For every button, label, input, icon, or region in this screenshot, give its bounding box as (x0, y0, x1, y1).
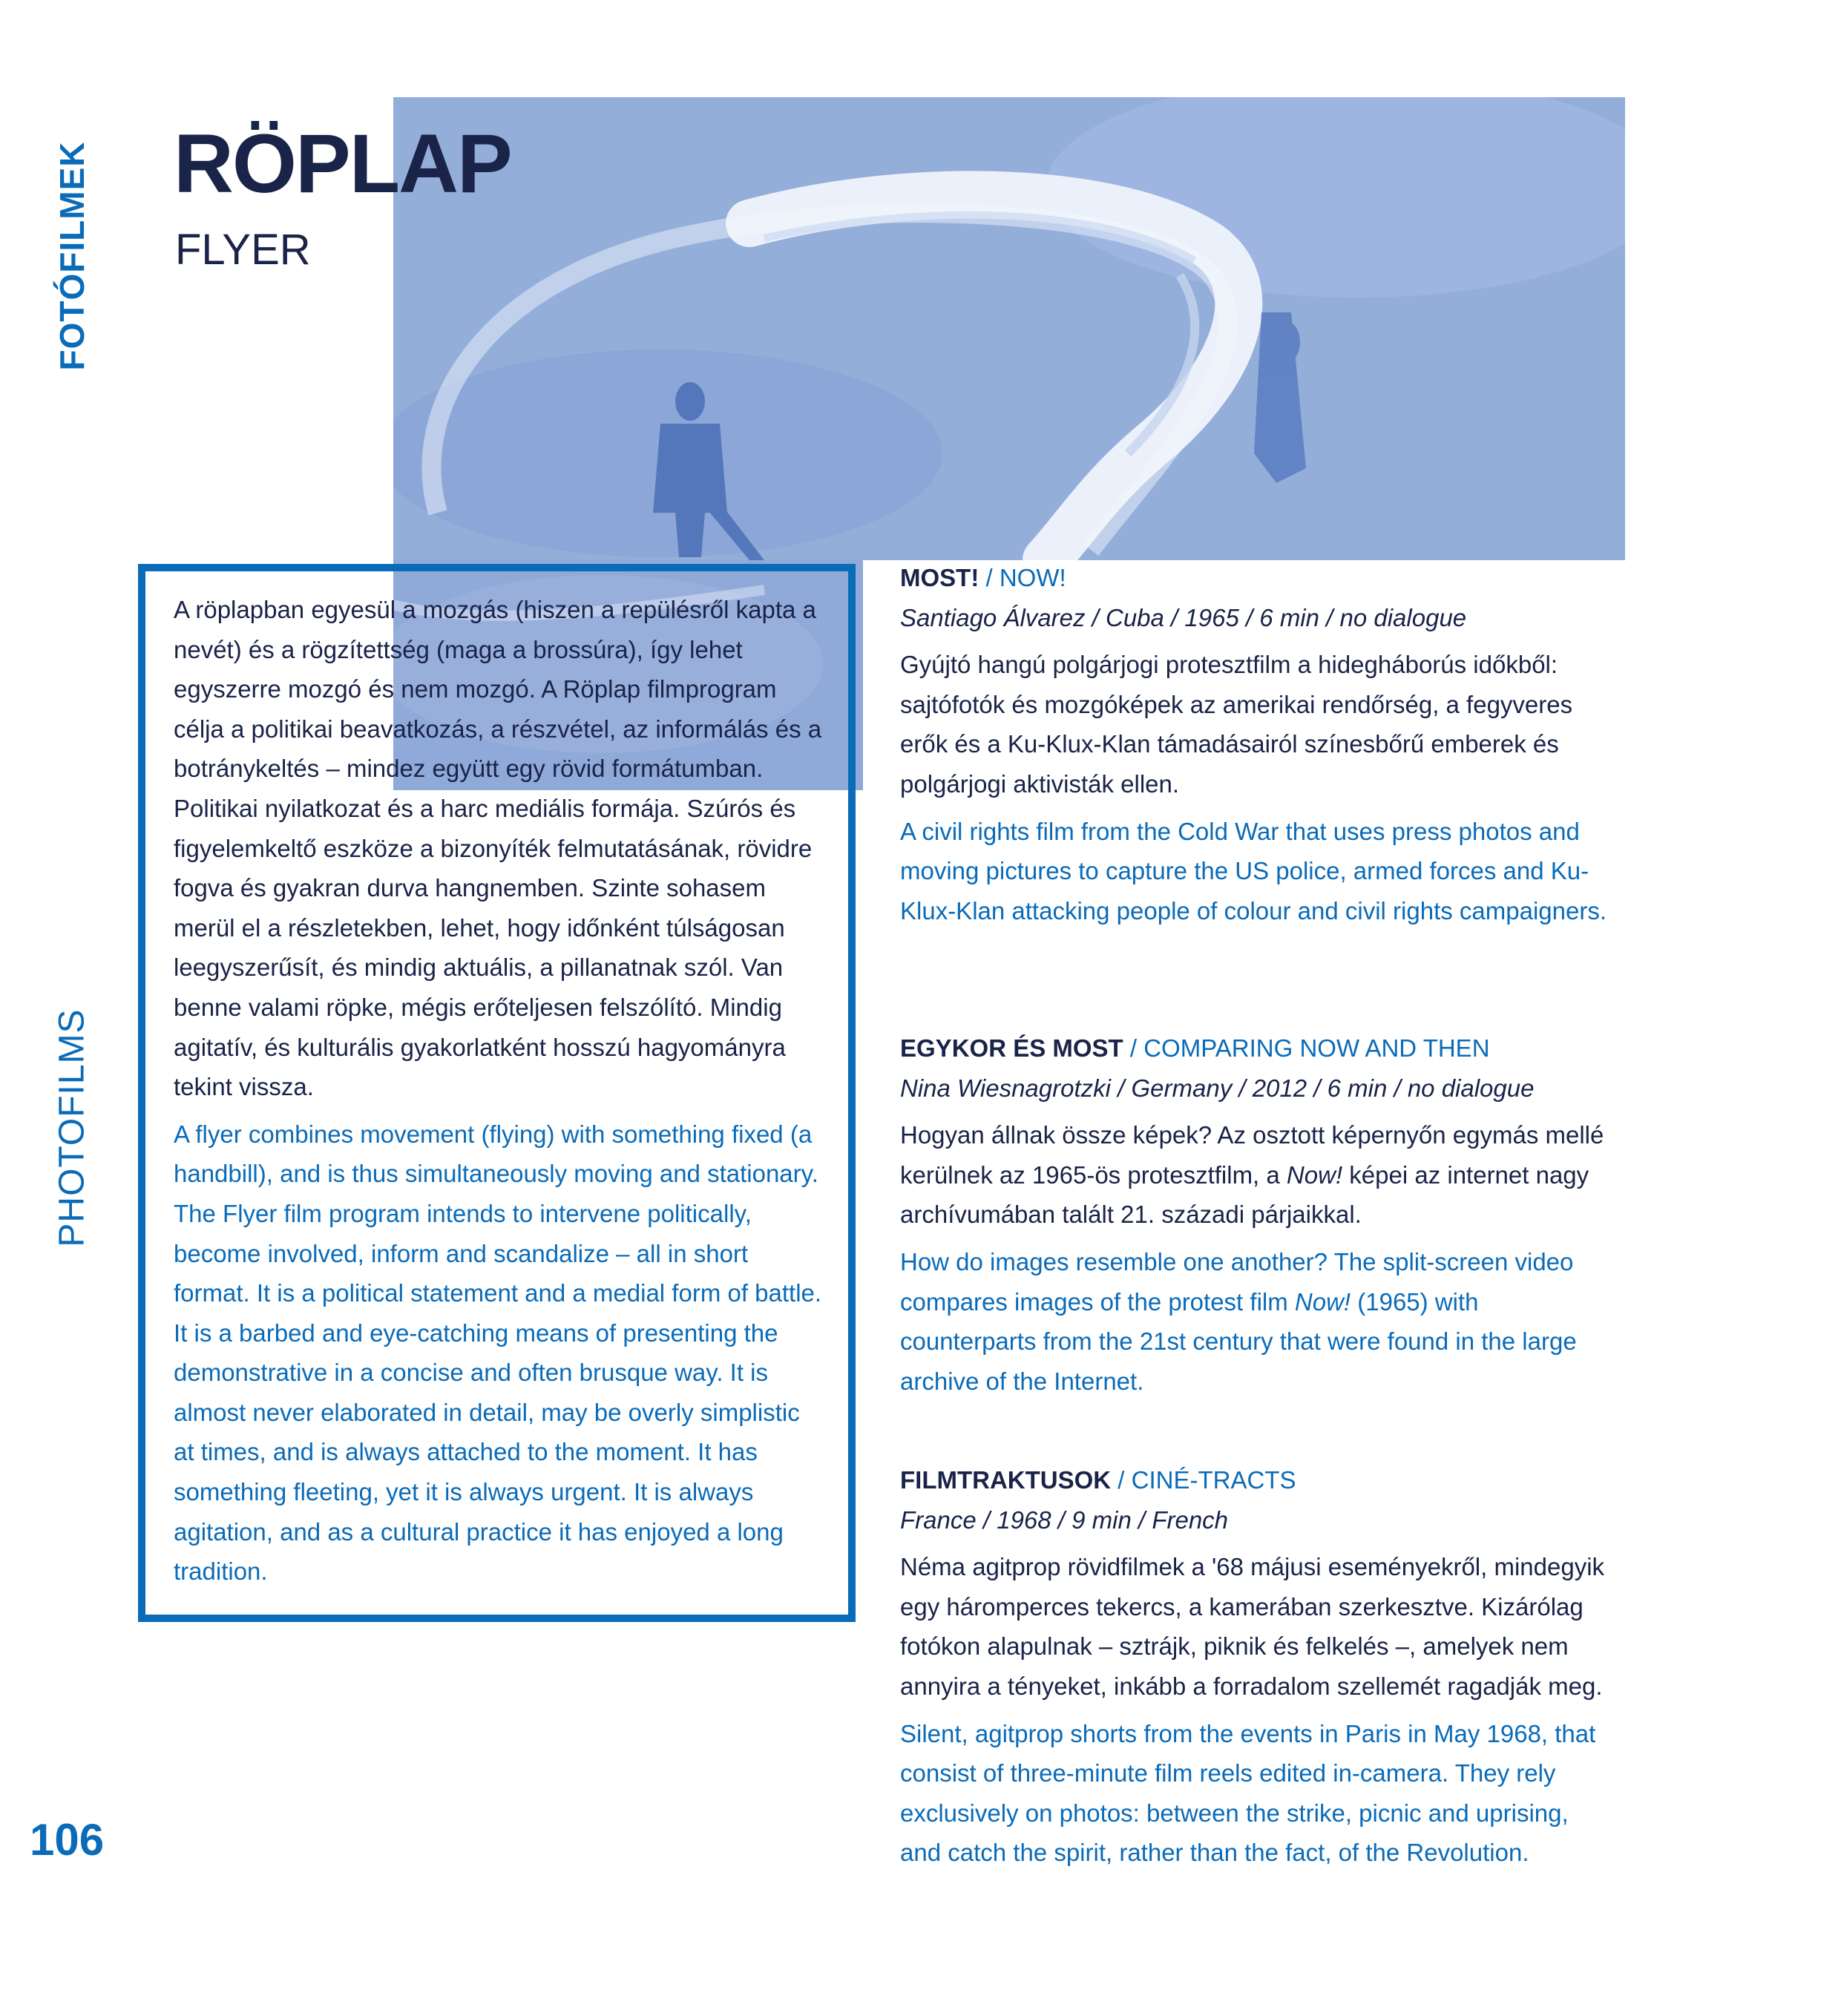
side-label-hu-text: FOTÓFILMEK (53, 141, 91, 371)
film-description-hu: Gyújtó hangú polgárjogi protesztfilm a hidegháborús időkből: sajtófotók és mozgóképek az amerikai rendőrség, a fegyveres erők és a Ku-Klux-Klan támadásairól színesbőrű emberek és polgárjogi aktivisták ellen. (900, 651, 1573, 798)
bicycle-figure (1254, 312, 1306, 483)
film-title: MOST! (900, 564, 979, 591)
intro-text (174, 590, 827, 1592)
film-description-en: How do images resemble one another? The split-screen video compares images of the protest film Now! (1965) with counterparts from the 21st century that were found in the large archive of the Internet. (900, 1247, 1577, 1395)
page-number: 106 (30, 1815, 105, 1865)
film-credits: France / 1968 / 9 min / French (900, 1506, 1229, 1534)
film-reference: Now! (1294, 1287, 1351, 1316)
header-photo (393, 97, 1625, 560)
film-entry (900, 1028, 1612, 1401)
film-title-translation: / COMPARING NOW AND THEN (1123, 1034, 1490, 1062)
film-reference: Now! (1286, 1160, 1343, 1189)
film-description-en: A civil rights film from the Cold War that uses press photos and moving pictures to capture the US police, armed forces and Ku-Klux-Klan attacking people of colour and civil rights campaigners. (900, 817, 1607, 925)
intro-en: A flyer combines movement (flying) with something fixed (a handbill), and is thus simultaneously moving and stationary. The Flyer film program intends to intervene politically, become involved, inform and scandalize – all in short format. It is a political statement and a medial form of battle. It is a barbed and eye-catching means of presenting the demonstrative in a concise and often brusque way. It is almost never elaborated in detail, may be overly simplistic at times, and is always attached to the moment. It has something fleeting, yet it is always urgent. It is always agitation, and as a cultural practice it has enjoyed a long tradition. (174, 1120, 822, 1586)
side-label-en (27, 987, 117, 1269)
film-title-translation: / NOW! (979, 564, 1066, 591)
page-subtitle: FLYER (175, 226, 311, 274)
side-label-en-text: PHOTOFILMS (52, 1008, 92, 1247)
film-title: FILMTRAKTUSOK (900, 1466, 1112, 1494)
film-credits: Nina Wiesnagrotzki / Germany / 2012 / 6 min / no dialogue (900, 1074, 1535, 1102)
photo-illustration (393, 97, 1625, 560)
intro-hu: A röplapban egyesül a mozgás (hiszen a repülésről kapta a nevét) és a rögzítettség (maga a brossúra), így lehet egyszerre mozgó és nem mozgó. A Röplap filmprogram célja a politikai beavatkozás, a részvétel, az informálás és a botránykeltés – mindez együtt egy rövid formátumban. Politikai nyilatkozat és a harc mediális formája. Szúrós és figyelemkeltő eszköze a bizonyíték felmutatásának, rövidre fogva és gyakran durva hangnemben. Szinte sohasem merül el a részletekben, lehet, hogy időnként túlságosan leegyszerűsít, és mindig aktuális, a pillanatnak szól. Van benne valami röpke, mégis erőteljesen felszólító. Mindig agitatív, és kulturális gyakorlatként hosszú hagyományra tekint vissza. (174, 596, 822, 1101)
film-entry (900, 1460, 1612, 1873)
film-description-hu: Néma agitprop rövidfilmek a '68 májusi eseményekről, mindegyik egy háromperces tekercs, a kamerában szerkesztve. Kizárólag fotókon alapulnak – sztrájk, piknik és felkelés –, amelyek nem annyira a tényeket, inkább a forradalom szellemét ragadják meg. (900, 1553, 1605, 1700)
film-heading (900, 558, 1612, 598)
page-title: RÖPLAP (174, 117, 511, 210)
film-entry (900, 558, 1612, 930)
film-heading (900, 1028, 1612, 1068)
film-description-en: Silent, agitprop shorts from the events in Paris in May 1968, that consist of three-minute film reels edited in-camera. They rely exclusively on photos: between the strike, picnic and uprising, and catch the spirit, rather than the fact, of the Revolution. (900, 1719, 1596, 1867)
film-title-translation: / CINÉ-TRACTS (1111, 1466, 1296, 1494)
film-credits: Santiago Álvarez / Cuba / 1965 / 6 min / no dialogue (900, 603, 1467, 631)
side-label-hu (27, 134, 117, 378)
film-title: EGYKOR ÉS MOST (900, 1034, 1123, 1062)
film-heading (900, 1460, 1612, 1500)
film-description-hu: Hogyan állnak össze képek? Az osztott képernyőn egymás mellé kerülnek az 1965-ös protesztfilm, a Now! képei az internet nagy archívumában talált 21. századi párjaikkal. (900, 1121, 1604, 1229)
